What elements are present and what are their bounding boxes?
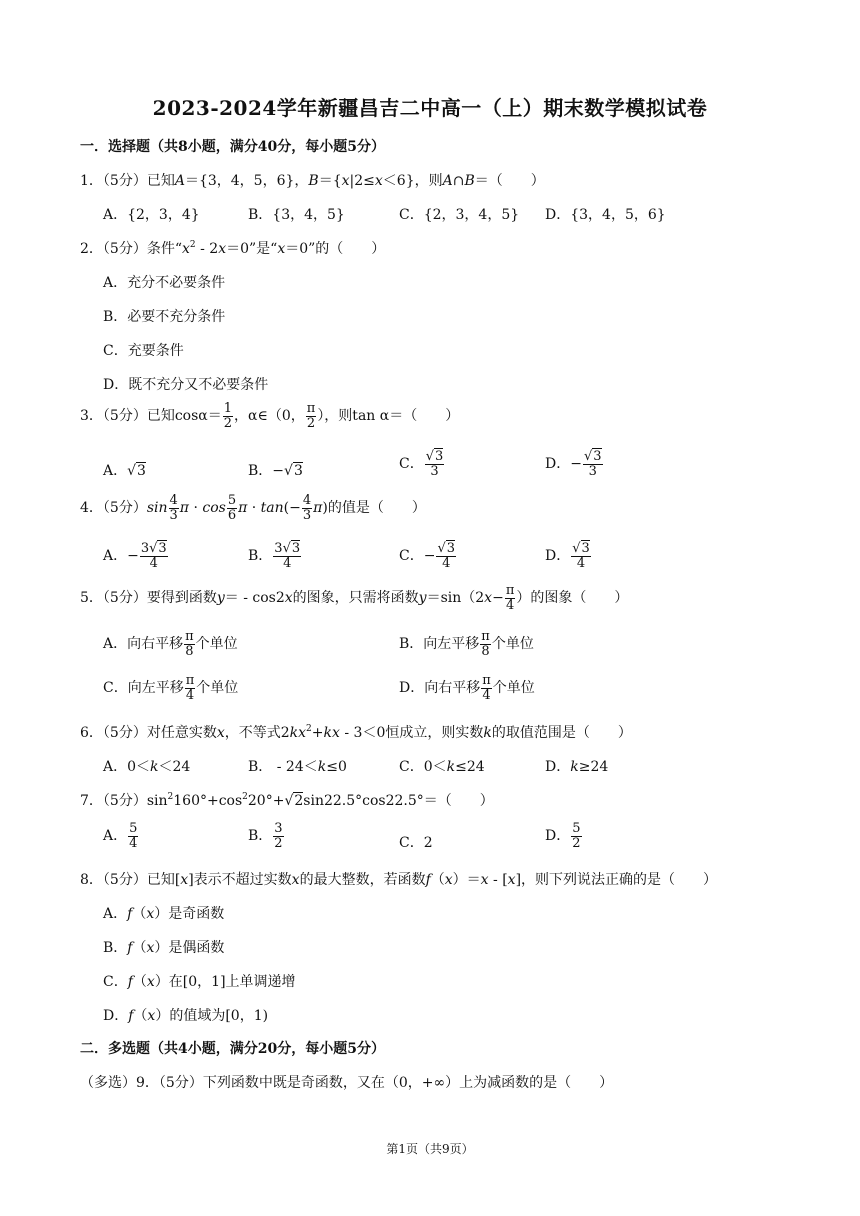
question-6: [80, 722, 632, 742]
q7-option-a: A． $\frac{5}{4}$: [103, 821, 138, 851]
page-title: 2023-2024学年新疆昌吉二中高一（上）期末数学模拟试卷: [152, 96, 708, 120]
question-number: 4．（5分）: [80, 500, 147, 517]
question-2: [80, 238, 385, 258]
page-footer: 第1页（共9页）: [386, 1142, 474, 1156]
q5-option-c: C．向左平移 $\frac{\pi}{4}$ 个单位: [103, 673, 239, 703]
question-stem: 下列函数中既是奇函数，又在（0，+∞）上为减函数的是（ ）: [202, 1075, 614, 1091]
question-number: 2．（5分）: [80, 241, 147, 257]
q6-option-d: D．k≥24: [545, 759, 609, 775]
q1-option-d: D．{3，4，5，6}: [545, 207, 666, 223]
question-prefix: （多选）: [80, 1075, 136, 1091]
section-heading-single-choice: 一．选择题（共8小题，满分40分，每小题5分）: [80, 139, 385, 155]
q4-option-d: D． $\frac{√3}{4}$: [545, 541, 590, 571]
q2-option-d: D．既不充分又不必要条件: [103, 377, 269, 393]
question-7: [80, 790, 494, 810]
q3-option-b: B．−√3: [248, 463, 303, 479]
question-stem: 条件“$x^2 - 2x=0$”是“x＝0”的（ ）: [146, 240, 386, 257]
question-stem: 已知cosα＝ $\frac{1}{2}$ ，α∈（0， $\frac{\pi}{2}$ ），则tan α＝（ ）: [146, 401, 460, 431]
question-stem: 已知A＝{3，4，5，6}，B＝{x|2≤x＜6}，则A∩B＝（ ）: [146, 173, 545, 189]
question-stem: 对任意实数x，不等式$2kx^2+kx - 3<0$恒成立，则实数k的取值范围是（ ）: [146, 724, 632, 741]
q4-option-b: B． $\frac{3√3}{4}$: [248, 541, 301, 571]
q5-option-b: B．向左平移 $\frac{\pi}{8}$ 个单位: [399, 629, 534, 659]
question-stem: 已知[x]表示不超过实数x的最大整数，若函数f（x）＝x - [x]，则下列说法正确的是（ ）: [146, 872, 718, 888]
q3-option-d: D．− $\frac{√3}{3}$: [545, 449, 602, 479]
q3-option-a: A．√3: [103, 463, 146, 479]
q8-option-b: B．f（x）是偶函数: [103, 940, 225, 956]
question-9: [80, 1072, 613, 1092]
question-stem: $\sin^2160^\circ+\cos^220^\circ+√2\sin 22.5^\circ\cos 22.5^\circ=$（ ）: [146, 792, 494, 809]
q7-option-c: C．2: [399, 835, 433, 851]
q7-option-d: D． $\frac{5}{2}$: [545, 821, 581, 851]
question-4: [80, 494, 426, 522]
q4-option-c: C．− $\frac{√3}{4}$: [399, 541, 456, 571]
q6-option-c: C．0＜k≤24: [399, 759, 485, 775]
question-stem: sin $\frac{4}{3}$ π · cos $\frac{5}{6}$ π · tan(− $\frac{4}{3}$ π)的值是（ ）: [146, 493, 426, 523]
q8-option-d: D．f（x）的值域为[0，1): [103, 1008, 269, 1024]
q2-option-b: B．必要不充分条件: [103, 309, 226, 325]
q2-option-a: A．充分不必要条件: [103, 275, 226, 291]
q6-option-a: A．0＜k＜24: [103, 759, 191, 775]
question-1: [80, 170, 545, 190]
question-5: [80, 584, 628, 612]
q1-option-a: A．{2，3，4}: [103, 207, 200, 223]
question-number: 1．（5分）: [80, 173, 147, 189]
question-number: 3．（5分）: [80, 408, 147, 425]
question-number: 7．（5分）: [80, 793, 147, 809]
q1-option-b: B．{3，4，5}: [248, 207, 345, 223]
question-8: [80, 869, 717, 889]
question-number: 6．（5分）: [80, 725, 147, 741]
question-stem: 要得到函数y＝ - cos2x的图象，只需将函数y＝sin（2x− $\frac{\pi}{4}$ ）的图象（ ）: [146, 583, 629, 613]
section-heading-multi-choice: 二．多选题（共4小题，满分20分，每小题5分）: [80, 1041, 385, 1057]
q5-option-d: D．向右平移 $\frac{\pi}{4}$ 个单位: [399, 673, 535, 703]
question-number: 5．（5分）: [80, 590, 147, 607]
question-number: 9．（5分）: [136, 1075, 203, 1091]
q3-option-c: C． $\frac{√3}{3}$: [399, 449, 444, 479]
q4-option-a: A．− $\frac{3√3}{4}$: [103, 541, 167, 571]
question-number: 8．（5分）: [80, 872, 147, 888]
question-3: [80, 402, 459, 430]
q2-option-c: C．充要条件: [103, 343, 184, 359]
q8-option-c: C．f（x）在[0，1]上单调递增: [103, 974, 296, 990]
q1-option-c: C．{2，3，4，5}: [399, 207, 520, 223]
q6-option-b: B． - 24＜k≤0: [248, 759, 347, 775]
q5-option-a: A．向右平移 $\frac{\pi}{8}$ 个单位: [103, 629, 238, 659]
q8-option-a: A．f（x）是奇函数: [103, 906, 225, 922]
q7-option-b: B． $\frac{3}{2}$: [248, 821, 283, 851]
